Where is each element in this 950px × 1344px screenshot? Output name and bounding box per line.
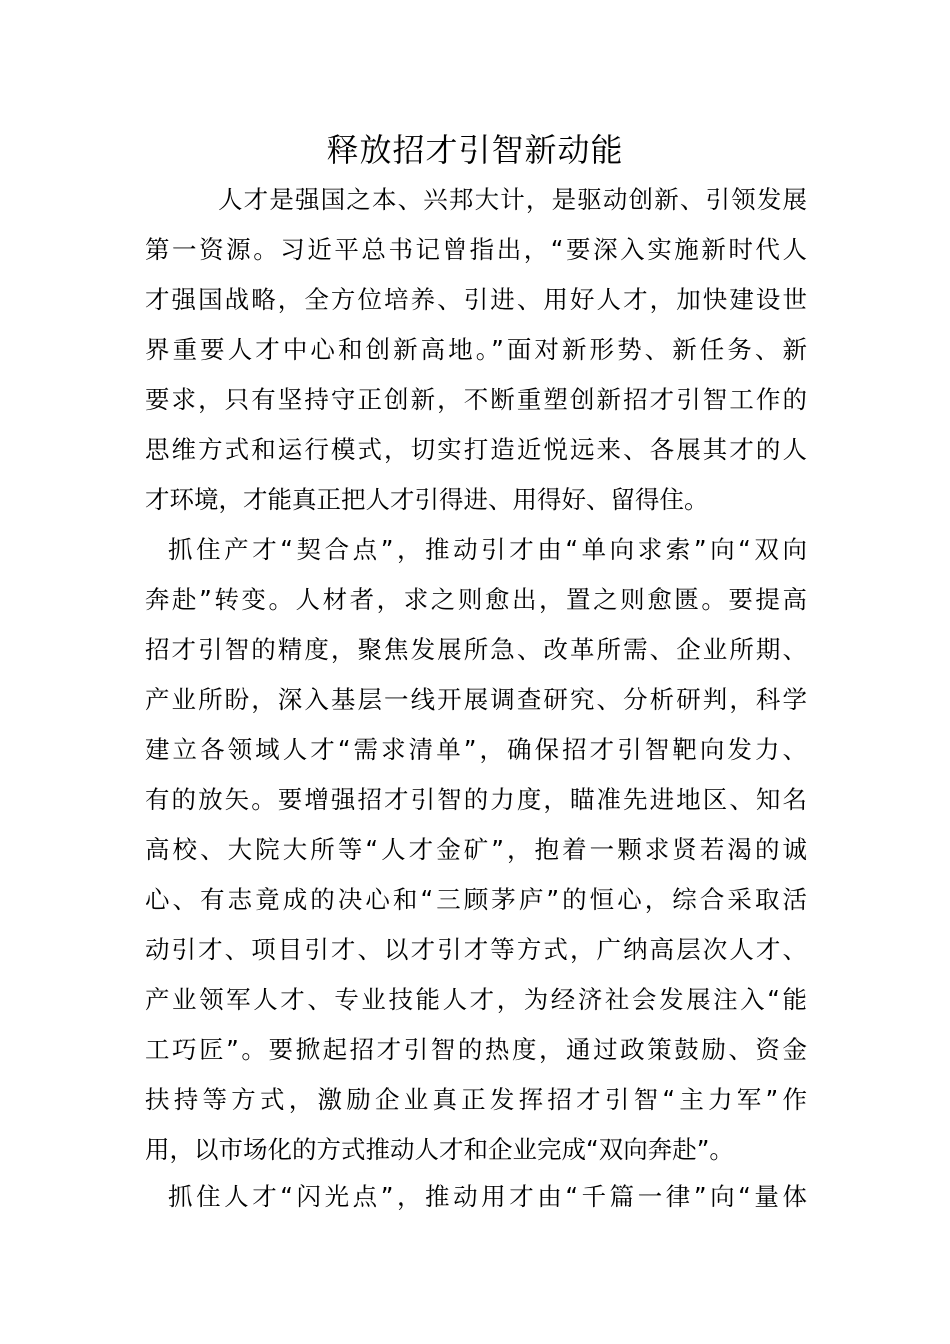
paragraph-line: 有的放矢。要增强招才引智的力度，瞄准先进地区、知名 [145,785,807,814]
paragraph-line: 建立各领域人才“需求清单”，确保招才引智靶向发力、 [145,735,807,764]
paragraph-line: 心、有志竟成的决心和“三顾茅庐”的恒心，综合采取活 [145,885,807,914]
paragraph-line: 抓住产才“契合点”，推动引才由“单向求索”向“双向 [168,535,807,564]
paragraph-line: 界重要人才中心和创新高地。”面对新形势、新任务、新 [145,335,807,364]
paragraph-line: 第一资源。习近平总书记曾指出，“要深入实施新时代人 [145,235,807,264]
paragraph-line: 扶持等方式，激励企业真正发挥招才引智“主力军”作 [145,1085,807,1114]
paragraph-line: 高校、大院大所等“人才金矿”，抱着一颗求贤若渴的诚 [145,835,807,864]
paragraph-line: 才环境，才能真正把人才引得进、用得好、留得住。 [145,485,709,514]
paragraph-line: 用，以市场化的方式推动人才和企业完成“双向奔赴”。 [145,1135,734,1164]
paragraph-line: 招才引智的精度，聚焦发展所急、改革所需、企业所期、 [145,635,807,664]
paragraph-line: 才强国战略，全方位培养、引进、用好人才，加快建设世 [145,285,807,314]
paragraph-line: 抓住人才“闪光点”，推动用才由“千篇一律”向“量体 [168,1182,807,1211]
paragraph-line: 人才是强国之本、兴邦大计，是驱动创新、引领发展 [218,185,807,214]
paragraph-line: 产业所盼，深入基层一线开展调查研究、分析研判，科学 [145,685,807,714]
paragraph-line: 要求，只有坚持守正创新，不断重塑创新招才引智工作的 [145,385,807,414]
document-title: 释放招才引智新动能 [326,131,624,169]
paragraph-line: 动引才、项目引才、以才引才等方式，广纳高层次人才、 [145,935,807,964]
paragraph-line: 产业领军人才、专业技能人才，为经济社会发展注入“能 [145,985,807,1014]
paragraph-line: 工巧匠”。要掀起招才引智的热度，通过政策鼓励、资金 [145,1035,807,1064]
paragraph-line: 思维方式和运行模式，切实打造近悦远来、各展其才的人 [145,435,807,464]
paragraph-line: 奔赴”转变。人材者，求之则愈出，置之则愈匮。要提高 [145,585,807,614]
